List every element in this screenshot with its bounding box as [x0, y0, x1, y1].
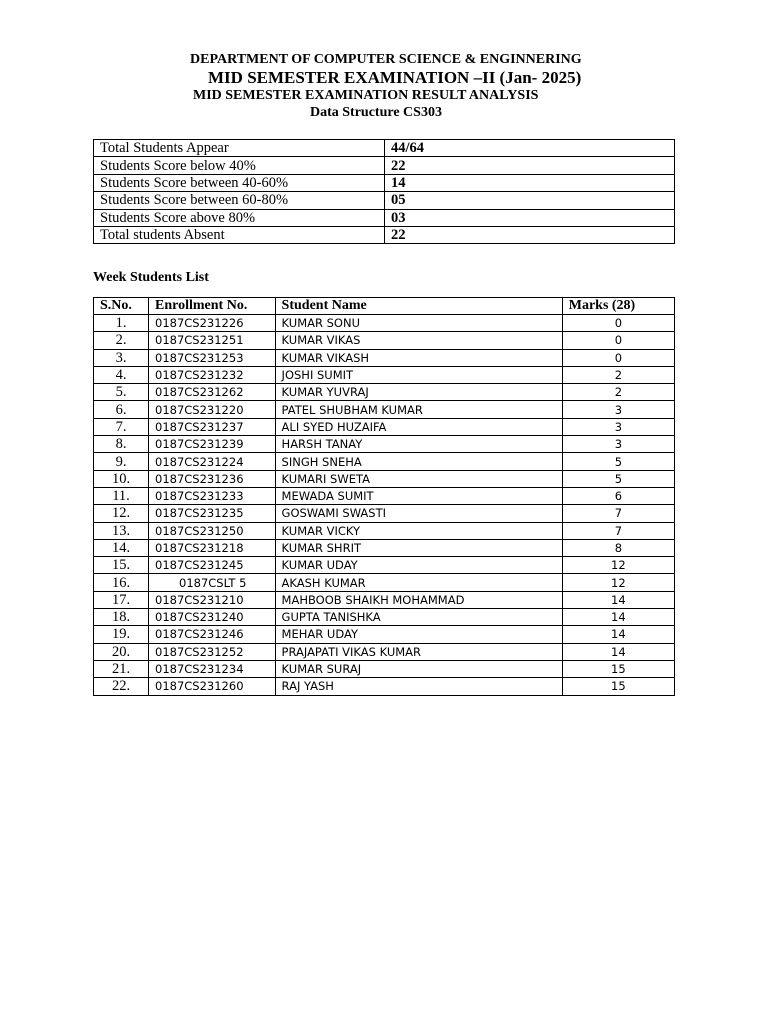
cell-sno: 14.: [94, 539, 149, 556]
exam-heading: MID SEMESTER EXAMINATION –II (Jan- 2025): [208, 68, 582, 87]
summary-value: 05: [385, 192, 675, 209]
cell-enrollment: 0187CS231237: [149, 418, 276, 435]
cell-sno: 16.: [94, 574, 149, 591]
cell-sno: 21.: [94, 660, 149, 677]
cell-marks: 15: [562, 678, 674, 695]
cell-marks: 3: [562, 418, 674, 435]
table-row: [94, 487, 675, 504]
cell-student-name: JOSHI SUMIT: [275, 366, 562, 383]
table-row: [94, 643, 675, 660]
cell-enrollment: 0187CS231235: [149, 505, 276, 522]
column-header-marks: Marks (28): [562, 298, 674, 315]
summary-row: [94, 192, 675, 209]
cell-enrollment: 0187CS231218: [149, 539, 276, 556]
cell-enrollment: 0187CS231253: [149, 349, 276, 366]
summary-label: Students Score between 40-60%: [94, 174, 385, 191]
summary-row: [94, 226, 675, 243]
summary-row: [94, 140, 675, 157]
cell-sno: 15.: [94, 557, 149, 574]
summary-value: 14: [385, 174, 675, 191]
cell-enrollment: 0187CS231245: [149, 557, 276, 574]
cell-marks: 2: [562, 384, 674, 401]
summary-row: [94, 157, 675, 174]
cell-marks: 0: [562, 332, 674, 349]
table-row: [94, 315, 675, 332]
table-row: [94, 557, 675, 574]
summary-row: [94, 209, 675, 226]
cell-student-name: PRAJAPATI VIKAS KUMAR: [275, 643, 562, 660]
cell-student-name: MEWADA SUMIT: [275, 487, 562, 504]
cell-student-name: KUMAR YUVRAJ: [275, 384, 562, 401]
cell-sno: 1.: [94, 315, 149, 332]
cell-student-name: ALI SYED HUZAIFA: [275, 418, 562, 435]
summary-label: Total Students Appear: [94, 140, 385, 157]
table-row: [94, 591, 675, 608]
column-header-sno: S.No.: [94, 298, 149, 315]
cell-enrollment: 0187CSLT 5: [149, 574, 276, 591]
summary-value: 22: [385, 226, 675, 243]
cell-marks: 3: [562, 401, 674, 418]
cell-enrollment: 0187CS231236: [149, 470, 276, 487]
cell-sno: 5.: [94, 384, 149, 401]
week-students-title: Week Students List: [93, 270, 209, 285]
table-row: [94, 678, 675, 695]
summary-label: Total students Absent: [94, 226, 385, 243]
table-row: [94, 366, 675, 383]
department-heading: DEPARTMENT OF COMPUTER SCIENCE & ENGINNERING: [190, 52, 582, 67]
cell-student-name: AKASH KUMAR: [275, 574, 562, 591]
cell-sno: 22.: [94, 678, 149, 695]
summary-value: 44/64: [385, 140, 675, 157]
summary-row: [94, 174, 675, 191]
cell-marks: 12: [562, 574, 674, 591]
table-row: [94, 384, 675, 401]
table-row: [94, 609, 675, 626]
cell-enrollment: 0187CS231232: [149, 366, 276, 383]
cell-student-name: KUMARI SWETA: [275, 470, 562, 487]
cell-sno: 11.: [94, 487, 149, 504]
cell-enrollment: 0187CS231226: [149, 315, 276, 332]
cell-student-name: SINGH SNEHA: [275, 453, 562, 470]
cell-sno: 12.: [94, 505, 149, 522]
table-row: [94, 470, 675, 487]
cell-sno: 3.: [94, 349, 149, 366]
cell-student-name: KUMAR SHRIT: [275, 539, 562, 556]
cell-marks: 0: [562, 349, 674, 366]
cell-marks: 3: [562, 436, 674, 453]
cell-student-name: MAHBOOB SHAIKH MOHAMMAD: [275, 591, 562, 608]
cell-marks: 14: [562, 591, 674, 608]
cell-sno: 20.: [94, 643, 149, 660]
table-row: [94, 418, 675, 435]
cell-marks: 5: [562, 470, 674, 487]
cell-sno: 10.: [94, 470, 149, 487]
cell-enrollment: 0187CS231246: [149, 626, 276, 643]
cell-enrollment: 0187CS231251: [149, 332, 276, 349]
table-row: [94, 401, 675, 418]
table-row: [94, 349, 675, 366]
cell-marks: 6: [562, 487, 674, 504]
table-row: [94, 332, 675, 349]
cell-sno: 2.: [94, 332, 149, 349]
cell-sno: 4.: [94, 366, 149, 383]
cell-student-name: GUPTA TANISHKA: [275, 609, 562, 626]
table-row: [94, 626, 675, 643]
week-students-table: [93, 297, 675, 696]
analysis-heading: MID SEMESTER EXAMINATION RESULT ANALYSIS: [193, 88, 539, 103]
cell-enrollment: 0187CS231240: [149, 609, 276, 626]
cell-student-name: KUMAR VIKAS: [275, 332, 562, 349]
cell-marks: 2: [562, 366, 674, 383]
cell-marks: 15: [562, 660, 674, 677]
cell-student-name: KUMAR UDAY: [275, 557, 562, 574]
cell-student-name: PATEL SHUBHAM KUMAR: [275, 401, 562, 418]
cell-student-name: KUMAR VICKY: [275, 522, 562, 539]
cell-enrollment: 0187CS231250: [149, 522, 276, 539]
cell-student-name: MEHAR UDAY: [275, 626, 562, 643]
cell-marks: 12: [562, 557, 674, 574]
cell-marks: 0: [562, 315, 674, 332]
table-row: [94, 574, 675, 591]
table-row: [94, 539, 675, 556]
cell-enrollment: 0187CS231239: [149, 436, 276, 453]
cell-enrollment: 0187CS231234: [149, 660, 276, 677]
subject-heading: Data Structure CS303: [310, 105, 442, 120]
cell-marks: 7: [562, 505, 674, 522]
cell-enrollment: 0187CS231224: [149, 453, 276, 470]
column-header-enrollment: Enrollment No.: [149, 298, 276, 315]
table-row: [94, 522, 675, 539]
cell-sno: 8.: [94, 436, 149, 453]
cell-student-name: KUMAR SONU: [275, 315, 562, 332]
table-row: [94, 436, 675, 453]
cell-enrollment: 0187CS231262: [149, 384, 276, 401]
cell-marks: 5: [562, 453, 674, 470]
cell-sno: 19.: [94, 626, 149, 643]
cell-student-name: GOSWAMI SWASTI: [275, 505, 562, 522]
table-row: [94, 505, 675, 522]
table-row: [94, 453, 675, 470]
cell-enrollment: 0187CS231260: [149, 678, 276, 695]
table-header-row: [94, 298, 675, 315]
cell-enrollment: 0187CS231220: [149, 401, 276, 418]
cell-student-name: KUMAR SURAJ: [275, 660, 562, 677]
cell-marks: 14: [562, 643, 674, 660]
cell-sno: 17.: [94, 591, 149, 608]
cell-student-name: RAJ YASH: [275, 678, 562, 695]
cell-enrollment: 0187CS231252: [149, 643, 276, 660]
cell-marks: 8: [562, 539, 674, 556]
summary-label: Students Score below 40%: [94, 157, 385, 174]
cell-sno: 7.: [94, 418, 149, 435]
cell-marks: 14: [562, 626, 674, 643]
cell-sno: 18.: [94, 609, 149, 626]
summary-value: 03: [385, 209, 675, 226]
cell-enrollment: 0187CS231233: [149, 487, 276, 504]
cell-marks: 14: [562, 609, 674, 626]
result-summary-table: [93, 139, 675, 244]
cell-sno: 13.: [94, 522, 149, 539]
summary-value: 22: [385, 157, 675, 174]
cell-sno: 9.: [94, 453, 149, 470]
summary-label: Students Score above 80%: [94, 209, 385, 226]
cell-sno: 6.: [94, 401, 149, 418]
cell-enrollment: 0187CS231210: [149, 591, 276, 608]
cell-student-name: KUMAR VIKASH: [275, 349, 562, 366]
summary-label: Students Score between 60-80%: [94, 192, 385, 209]
column-header-name: Student Name: [275, 298, 562, 315]
cell-student-name: HARSH TANAY: [275, 436, 562, 453]
cell-marks: 7: [562, 522, 674, 539]
table-row: [94, 660, 675, 677]
